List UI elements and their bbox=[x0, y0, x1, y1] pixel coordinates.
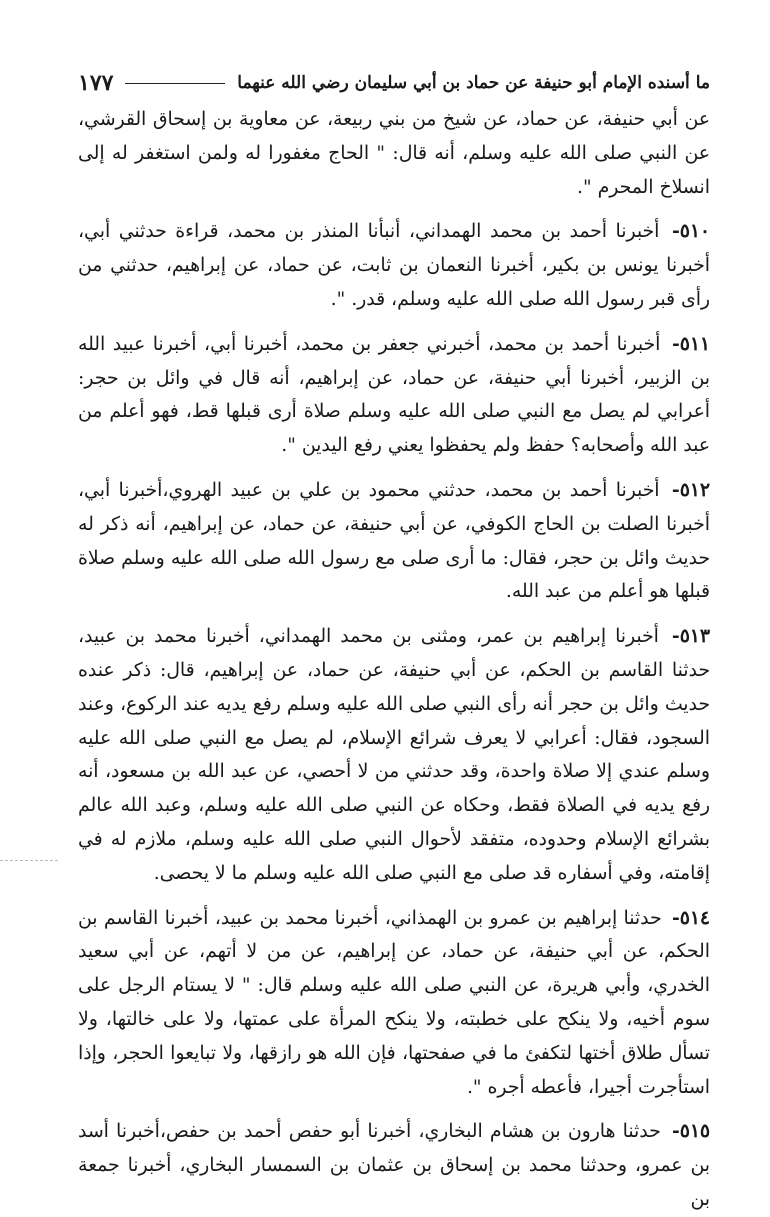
paragraph bbox=[78, 103, 710, 204]
hadith-paragraph bbox=[78, 474, 710, 609]
running-title: ما أسنده الإمام أبو حنيفة عن حماد بن أبي سليمان رضي الله عنهما bbox=[237, 73, 710, 93]
paragraph-text: حدثنا هارون بن هشام البخاري، أخبرنا أبو حفص أحمد بن حفص،أخبرنا أسد بن عمرو، وحدثنا محمد بن إسحاق بن عثمان بن السمسار البخاري، أخبرنا جمعة بن bbox=[78, 1121, 710, 1210]
hadith-paragraph bbox=[78, 902, 710, 1105]
header-rule bbox=[125, 83, 225, 84]
paragraph-text: أخبرنا أحمد بن محمد الهمداني، أنبأنا المنذر بن محمد، قراءة حدثني أبي، أخبرنا يونس بن بكير، أخبرنا النعمان بن ثابت، عن حماد، عن إبراهيم، حدثني من رأى قبر رسول الله صلى الله عليه وسلم، قدر. ". bbox=[78, 221, 710, 310]
running-header bbox=[78, 66, 710, 100]
paragraph-text: أخبرنا أحمد بن محمد، أخبرني جعفر بن محمد، أخبرنا أبي، أخبرنا عبيد الله بن الزبير، أخبرنا أبي حنيفة، عن حماد، عن إبراهيم، أنه قال في وائل بن حجر: أعرابي لم يصل مع النبي صلى الله عليه وسلم صلاة أرى قبلها قط، فهو أعلم من عبد الله وأصحابه؟ حفظ ولم يحفظوا يعني رفع اليدين ". bbox=[78, 333, 710, 457]
hadith-number: ٥١٣- bbox=[671, 625, 710, 648]
hadith-paragraph bbox=[78, 1115, 710, 1216]
paragraph-text: أخبرنا إبراهيم بن عمر، ومثنى بن محمد الهمداني، أخبرنا محمد بن عبيد، حدثنا القاسم بن الحكم، عن أبي حنيفة، عن حماد، عن إبراهيم، قال: ذكر عنده حديث وائل بن حجر أنه رأى النبي صلى الله عليه وسلم رفع يديه عند الركوع، وعند السجود، فقال: أعرابي لا يعرف شرائع الإسلام، لم يصل مع النبي صلى الله عليه وسلم عندي إلا صلاة واحدة، وقد حدثني من لا أحصي، عن عبد الله بن مسعود، أنه رفع يديه في الصلاة فقط، وحكاه عن النبي صلى الله عليه وسلم، وعبد الله عالم بشرائع الإسلام وحدوده، متفقد لأحوال النبي صلى الله عليه وسلم، ملازم له في إقامته، وفي أسفاره قد صلى مع النبي صلى الله عليه وسلم ما لا يحصى. bbox=[78, 626, 710, 884]
hadith-number: ٥١١- bbox=[671, 332, 710, 355]
margin-dash-mark bbox=[0, 860, 58, 861]
body-text bbox=[78, 103, 710, 1217]
hadith-number: ٥١٢- bbox=[671, 478, 710, 501]
hadith-number: ٥١٠- bbox=[671, 220, 710, 243]
hadith-number: ٥١٤- bbox=[671, 906, 710, 929]
hadith-paragraph bbox=[78, 328, 710, 463]
paragraph-text: عن أبي حنيفة، عن حماد، عن شيخ من بني ربيعة، عن معاوية بن إسحاق القرشي، عن النبي صلى الله عليه وسلم، أنه قال: " الحاج مغفورا له ولمن استغفر له إلى انسلاخ المحرم ". bbox=[78, 109, 710, 198]
paragraph-text: حدثنا إبراهيم بن عمرو بن الهمذاني، أخبرنا محمد بن عبيد، أخبرنا القاسم بن الحكم، عن أبي حنيفة، عن حماد، عن إبراهيم، عن من لا أتهم، عن أبي سعيد الخدري، وأبي هريرة، عن النبي صلى الله عليه وسلم قال: " لا يستام الرجل على سوم أخيه، ولا ينكح على خطبته، ولا ينكح المرأة على عمتها، ولا على خالتها، ولا تسأل طلاق أختها لتكفئ ما في صفحتها، فإن الله هو رازقها، ولا تبايعوا الحجر، وإذا استأجرت أجيرا، فأعطه أجره ". bbox=[78, 907, 710, 1098]
page-number: ١٧٧ bbox=[78, 70, 114, 96]
hadith-number: ٥١٥- bbox=[671, 1120, 710, 1143]
hadith-paragraph bbox=[78, 215, 710, 316]
paragraph-text: أخبرنا أحمد بن محمد، حدثني محمود بن علي بن عبيد الهروي،أخبرنا أبي، أخبرنا الصلت بن الحاج الكوفي، عن أبي حنيفة، عن حماد، عن إبراهيم، أنه ذكر له حديث وائل بن حجر، فقال: ما أرى صلى مع رسول الله صلى الله عليه وسلم صلاة قبلها هو أعلم من عبد الله. bbox=[78, 479, 710, 603]
hadith-paragraph bbox=[78, 620, 710, 890]
